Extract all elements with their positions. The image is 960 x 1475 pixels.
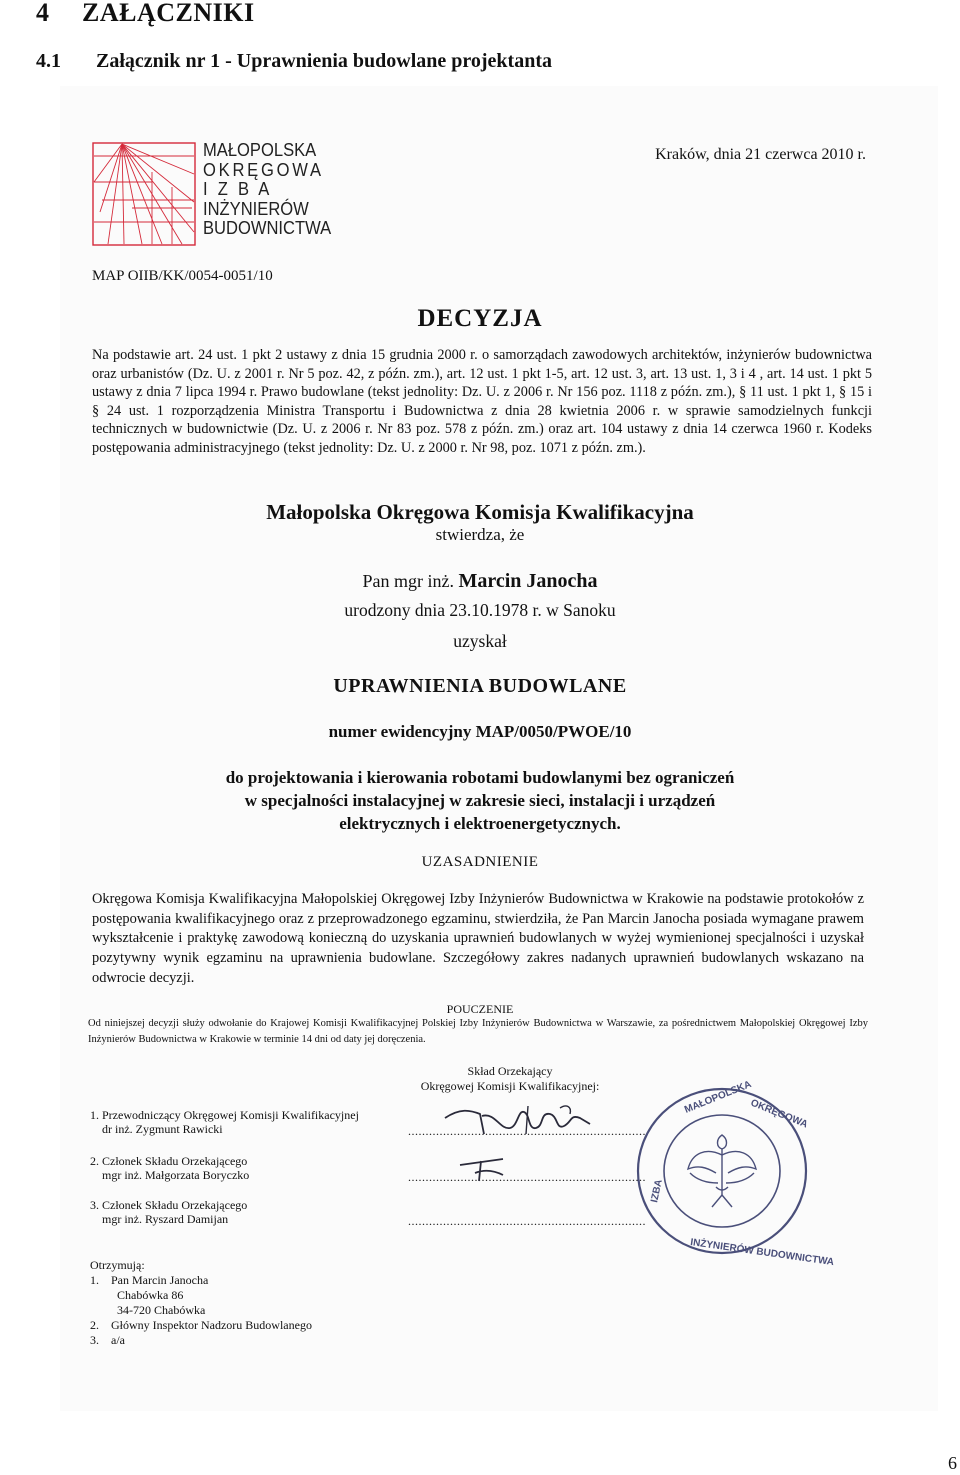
member-role: 2. Członek Składu Orzekającego	[90, 1154, 248, 1168]
member-name: mgr inż. Ryszard Damijan	[102, 1212, 229, 1226]
states-text: stwierdza, że	[435, 525, 525, 544]
permission-scope	[0, 766, 960, 835]
chamber-name	[203, 141, 331, 239]
chamber-logo-icon	[92, 142, 196, 246]
subsection-heading	[36, 50, 552, 73]
panel-title-line: Okręgowej Komisji Kwalifikacyjnej:	[420, 1079, 600, 1093]
birth-info: urodzony dnia 23.10.1978 r. w Sanoku	[344, 600, 616, 620]
member-name: dr inż. Zygmunt Rawicki	[102, 1122, 223, 1136]
page-number: 6	[948, 1453, 957, 1473]
instruction-title: POUCZENIE	[446, 1002, 514, 1016]
chamber-name-line: INŻYNIERÓW	[203, 198, 309, 219]
justification-text: Okręgowa Komisja Kwalifikacyjna Małopolskiej Okręgowej Izby Inżynierów Budownictwa w Krakowie na podstawie protokołów z postępowania kwalifikacyjnego oraz z przeprowadzonego egzaminu, stwierdziła, że Pan Marcin Janocha posiada wymagane prawem wykształcenie i praktykę zawodową konieczną do uzyskania uprawnień budowlanych w wyżej wymienionej specjalności i uzyskał pozytywny wynik egzaminu na uprawnienia budowlane. Szczegółowy zakres nadanych uprawnień budowlanych wskazano na odwrocie decyzji.	[92, 891, 864, 986]
scope-line: w specjalności instalacyjnej w zakresie sieci, instalacji i urządzeń	[244, 791, 716, 810]
chamber-name-line: OKRĘGOWA	[203, 159, 324, 180]
panel-member	[90, 1198, 410, 1226]
instruction-text: Od niniejszej decyzji służy odwołanie do Krajowej Komisji Kwalifikacyjnej Polskiej Izby Inżynierów Budownictwa w Warszawie, za pośrednictwem Małopolskiej Okręgowej Izby Inżynierów Budownictwa w Krakowie w terminie 14 dni od daty jej doręczenia.	[88, 1018, 868, 1045]
registry-number: numer ewidencyjny MAP/0050/PWOE/10	[328, 722, 632, 741]
member-role: 1. Przewodniczący Okręgowej Komisji Kwalifikacyjnej	[90, 1108, 359, 1122]
person-line	[0, 570, 960, 593]
signature-line: ....................................................................	[408, 1170, 646, 1184]
svg-text:IZBA: IZBA	[649, 1178, 665, 1204]
recipients	[90, 1258, 312, 1348]
svg-text:OKRĘGOWA: OKRĘGOWA	[748, 1097, 810, 1131]
member-name: mgr inż. Małgorzata Boryczko	[102, 1168, 250, 1182]
signature-icon	[455, 1155, 525, 1183]
official-seal-icon	[632, 1078, 835, 1269]
member-role: 3. Członek Składu Orzekającego	[90, 1198, 248, 1212]
panel-member	[90, 1108, 410, 1136]
obtained-text: uzyskał	[453, 631, 507, 651]
person-name: Marcin Janocha	[458, 570, 598, 592]
signature-icon	[440, 1100, 610, 1140]
justification-title: UZASADNIENIE	[421, 854, 539, 870]
person-prefix: Pan mgr inż.	[362, 571, 454, 591]
permission-title: UPRAWNIENIA BUDOWLANE	[333, 675, 627, 697]
panel-title-line: Skład Orzekający	[467, 1064, 553, 1078]
signature-line: ....................................................................	[408, 1214, 646, 1228]
chamber-name-line: I Z B A	[203, 179, 273, 199]
signature-line: ....................................................................	[408, 1124, 646, 1138]
scope-line: do projektowania i kierowania robotami budowlanymi bez ograniczeń	[225, 768, 735, 787]
scope-line: elektrycznych i elektroenergetycznych.	[339, 814, 621, 833]
subsection-number: 4.1	[36, 50, 61, 72]
chamber-name-line: BUDOWNICTWA	[203, 218, 332, 238]
section-heading	[36, 0, 255, 28]
section-title: ZAŁĄCZNIKI	[82, 0, 255, 27]
panel-member	[90, 1154, 410, 1182]
legal-basis	[92, 346, 872, 458]
chamber-name-line: MAŁOPOLSKA	[203, 140, 317, 160]
reference-number: MAP OIIB/KK/0054-0051/10	[92, 268, 273, 284]
commission-name: Małopolska Okręgowa Komisja Kwalifikacyjna	[266, 500, 694, 524]
subsection-title: Załącznik nr 1 - Uprawnienia budowlane projektanta	[96, 50, 552, 72]
recipient-line: 34-720 Chabówka	[90, 1303, 206, 1317]
svg-text:MAŁOPOLSKA: MAŁOPOLSKA	[683, 1078, 754, 1116]
decision-title: DECYZJA	[417, 305, 543, 332]
svg-text:INŻYNIERÓW BUDOWNICTWA: INŻYNIERÓW BUDOWNICTWA	[689, 1237, 835, 1269]
place-date: Kraków, dnia 21 czerwca 2010 r.	[655, 146, 866, 163]
recipient-line: 2. Główny Inspektor Nadzoru Budowlanego	[90, 1318, 312, 1332]
legal-basis-text: Na podstawie art. 24 ust. 1 pkt 2 ustawy z dnia 15 grudnia 2000 r. o samorządach zawodowych architektów, inżynierów budownictwa oraz urbanistów (Dz. U. z 2001 r. Nr 5 poz. 42, z późn. zm.), art. 12 ust. 1 pkt 1-5, art. 12 ust. 3, art. 13 ust. 1, 3 i 4 , art. 14 ust. 1 pkt 5 ustawy z dnia 7 lipca 1994 r. Prawo budowlane (tekst jednolity: Dz. U. z 2006 r. Nr 156 poz. 1118 z późn. zm.), § 11 ust. 1 pkt 1, § 15 i § 24 ust. 1 rozporządzenia Ministra Transportu i Budownictwa z dnia 28 kwietnia 2006 r. w sprawie samodzielnych funkcji technicznych w budownictwie (Dz. U. z 2006 r. Nr 83 poz. 578 z późn. zm.) oraz art. 104 ustawy z dnia 14 czerwca 1960 r. Kodeks postępowania administracyjnego (tekst jednolity: Dz. U. z 2000 r. Nr 98, poz. 1071 z późn. zm.).	[92, 347, 872, 456]
recipient-line: 3. a/a	[90, 1333, 125, 1347]
recipient-line: Chabówka 86	[90, 1288, 184, 1302]
recipients-title: Otrzymują:	[90, 1258, 145, 1272]
section-number: 4	[36, 0, 50, 27]
recipient-line: 1. Pan Marcin Janocha	[90, 1273, 209, 1287]
panel-title	[390, 1064, 630, 1094]
